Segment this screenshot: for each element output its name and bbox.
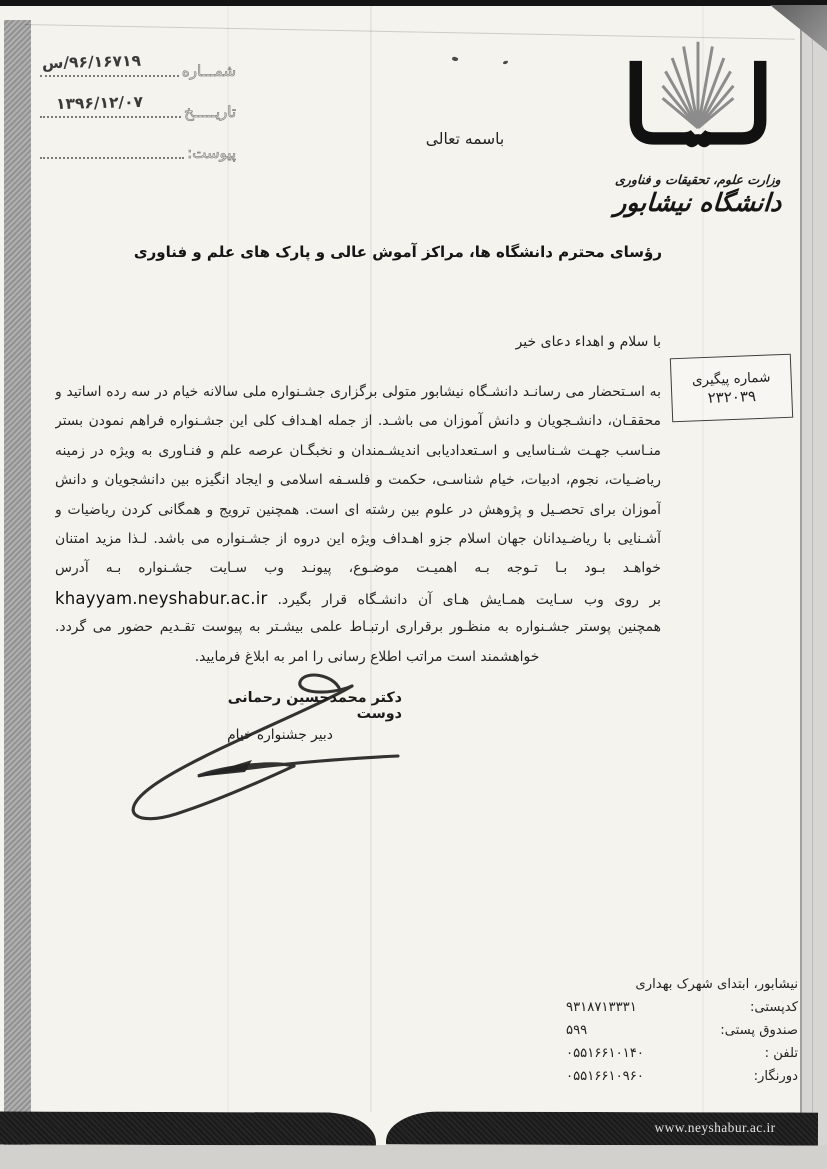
po-box-label: صندوق پستی: xyxy=(720,1023,798,1038)
signer-name: دکتر محمدحسین رحمانی دوست xyxy=(227,690,402,722)
body-line: همچنین پوستر جشـنواره به منظـور برقراری ارتبـاط علمی بیشـتر به پیوست تقـدیم حضور می گردد. xyxy=(55,619,661,636)
ink-speck xyxy=(451,56,458,62)
university-website-url: www.neyshabur.ac.ir xyxy=(654,1120,776,1135)
bismillah-text: باسمه تعالی xyxy=(425,130,505,148)
letter-body xyxy=(55,378,661,672)
body-line: به اسـتحضار می رسانـد دانشـگاه نیشابور متولی برگزاری جشـنواره ملی سالانه خیام در سه رده اساتید و xyxy=(55,384,661,400)
addressee-line: رؤسای محترم دانشگاه ها، مراکز آموش عالی و پارک های علم و فناوری xyxy=(133,243,662,261)
letter-date-value: ۱۳۹۶/۱۲/۰۷ xyxy=(55,92,144,114)
fax-value: ۰۵۵۱۶۶۱۰۹۶۰ xyxy=(566,1069,644,1084)
postal-code-value: ۹۳۱۸۷۱۳۳۳۱ xyxy=(566,1000,637,1015)
body-line: محققـان، دانشـجویان و دانش آموزان می باشـد. از جمله اهـداف کلی این جشـنواره فراهم نمودن بستر xyxy=(55,413,661,430)
po-box-value: ۵۹۹ xyxy=(566,1023,588,1038)
contact-info xyxy=(566,977,798,1092)
closing-line: خواهشمند است مراتب اطلاع رسانی را امر به ابلاغ فرمایید. xyxy=(194,648,540,665)
scan-bottom-margin xyxy=(0,1145,827,1169)
scan-right-edge-line xyxy=(800,6,802,1169)
body-line-with-url xyxy=(55,584,661,613)
greeting-line: با سلام و اهداء دعای خیر xyxy=(515,334,661,350)
body-line: منـاسب جهـت شـناسایی و اسـتعدادیابی اندیشـمندان و نخبگـان عرصه علم و فنـاوری به ویژه در زمینه xyxy=(55,442,661,459)
letterhead-fields xyxy=(38,51,236,179)
po-box-row xyxy=(566,1023,798,1038)
body-line: آشـنایی با ریاضـیدانان جهان اسلام جزو اهـداف ویژه این دروه از جشـنواره می باشد. لـذا مزید امتنان xyxy=(55,530,661,547)
ministry-name: وزارت علوم، تحقیقات و فناوری xyxy=(614,172,782,187)
scan-right-margin xyxy=(802,6,827,1169)
body-line: خواهـد بـود بـا تـوجه بـه اهمیـت موضـوع، پیونـد وب سـایت جشـنواره بـه آدرس xyxy=(55,560,661,577)
open-book-fan-logo-icon xyxy=(619,36,777,170)
festival-website-url: khayyam.neyshabur.ac.ir xyxy=(55,588,268,608)
university-logo xyxy=(600,36,796,217)
phone-row xyxy=(566,1046,798,1061)
tracking-label: شماره پیگیری xyxy=(691,369,771,389)
tracking-number: ۲۳۲۰۳۹ xyxy=(707,386,757,407)
scan-left-edge xyxy=(4,20,31,1169)
postal-code-row xyxy=(566,1000,798,1015)
letter-date-label: تاریـــــخ xyxy=(184,103,236,121)
body-line: آموزان برای تحصـیل و پژوهش در علوم بین رشته ای است. همچنین ترویج و همگانی کردن ریاضیات و xyxy=(55,501,661,518)
address-line: نیشابور، ابتدای شهرک بهداری xyxy=(635,977,798,992)
fax-row xyxy=(566,1069,798,1084)
letter-attachment-label: پیوست: xyxy=(187,144,236,162)
letter-attachment-row xyxy=(38,138,236,162)
fan-rays-icon xyxy=(663,42,734,128)
ink-speck xyxy=(503,61,509,65)
signature-arrow-dart xyxy=(196,760,252,777)
letter-date-row xyxy=(38,92,236,121)
postal-code-label: کدپستی: xyxy=(749,1000,798,1015)
dotted-leader xyxy=(40,141,184,159)
phone-label: تلفن : xyxy=(764,1046,798,1061)
letter-number-value: س/۹۶/۱۶۷۱۹ xyxy=(41,51,142,73)
handwritten-signature-icon xyxy=(98,660,433,835)
signer-title: دبیر جشنواره خیام xyxy=(227,727,333,743)
letter-number-row xyxy=(38,51,236,80)
body-line: ریاضـیات، نجوم، ادبیات، خیام شناسـی، حکمت و فلسـفه اسلامی و ایجاد انگیزه بین دانشجویان و دانش xyxy=(55,472,661,489)
fax-label: دورنگار: xyxy=(753,1069,798,1084)
body-line: بر روی وب سـایت همـایش هـای آن دانشـگاه قرار بگیرد. xyxy=(277,591,661,608)
tracking-number-stamp xyxy=(670,354,793,423)
scan-top-edge xyxy=(0,0,827,6)
university-name: دانشگاه نیشابور xyxy=(613,188,783,217)
scan-right-inner-line xyxy=(812,6,813,1169)
footer-bar-left-page xyxy=(0,1111,376,1145)
letter-number-label: شمـــاره xyxy=(181,62,236,80)
phone-value: ۰۵۵۱۶۶۱۰۱۴۰ xyxy=(566,1046,644,1061)
